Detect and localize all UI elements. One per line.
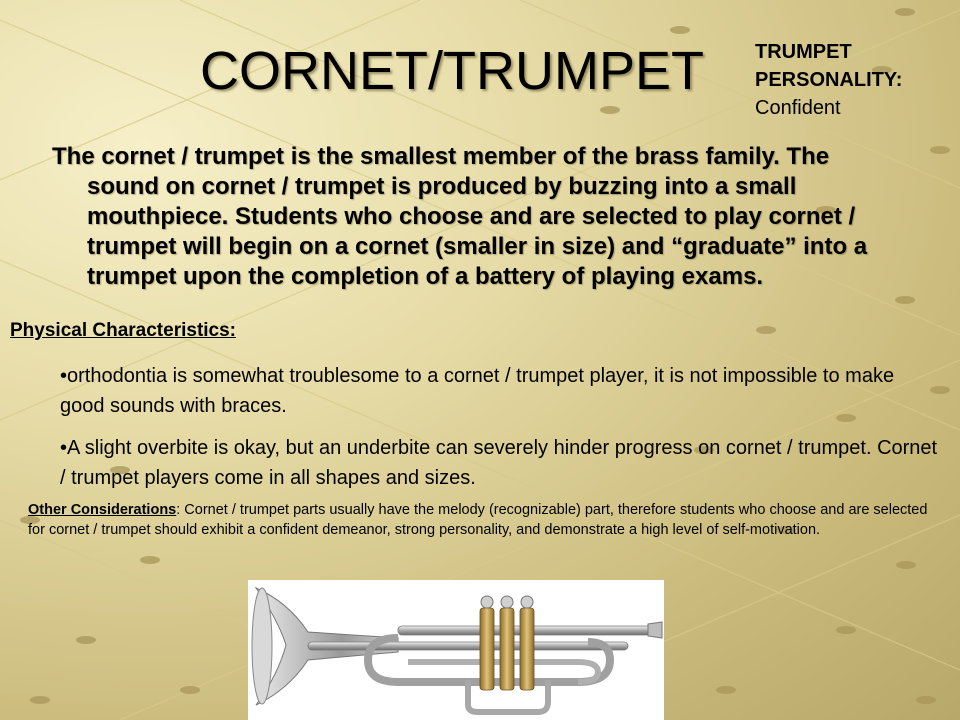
other-label: Other Considerations	[28, 502, 177, 518]
intro-rest: sound on cornet / trumpet is produced by buzzing into a small mouthpiece. Students who choose and are selected to play cornet / trumpet will begin on a cornet (smaller in size) and “graduate” into a trumpet upon the completion of a battery of playing exams.	[87, 173, 868, 290]
personality-value: Confident	[755, 97, 841, 119]
personality-box	[755, 38, 955, 122]
intro-paragraph	[52, 142, 902, 292]
physical-bullet-1: •orthodontia is somewhat troublesome to a cornet / trumpet player, it is not impossible to make good sounds with braces.	[60, 365, 895, 417]
trumpet-icon	[248, 580, 664, 720]
other-considerations	[28, 500, 928, 540]
other-text: : Cornet / trumpet parts usually have the melody (recognizable) part, therefore students who choose and are selected for cornet / trumpet should exhibit a confident demeanor, strong personality, and demonstrate a high level of self-motivation.	[28, 502, 928, 538]
personality-label-line2: PERSONALITY:	[755, 69, 903, 91]
intro-first-line: The cornet / trumpet is the smallest member of the brass family. The	[52, 143, 830, 170]
slide-title: CORNET/TRUMPET	[200, 41, 704, 101]
personality-label-line1: TRUMPET	[755, 41, 852, 63]
trumpet-photo	[248, 580, 664, 720]
physical-bullet-2: •A slight overbite is okay, but an underbite can severely hinder progress on cornet / trumpet. Cornet / trumpet players come in all shapes and sizes.	[60, 437, 938, 489]
physical-heading: Physical Characteristics:	[10, 320, 237, 341]
